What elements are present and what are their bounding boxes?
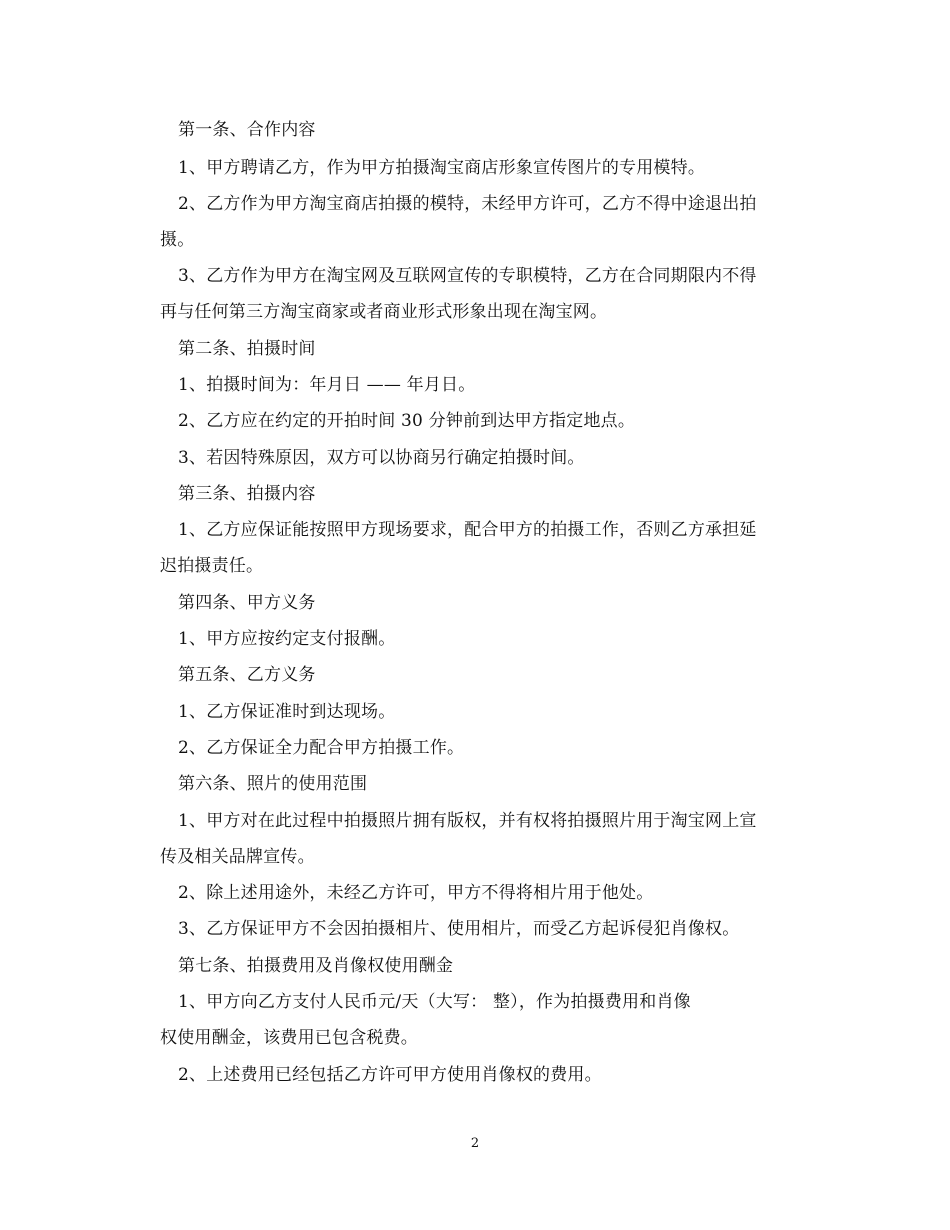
paragraph-line: 3、乙方保证甲方不会因拍摄相片、使用相片，而受乙方起诉侵犯肖像权。 bbox=[178, 919, 740, 939]
article-1-heading: 第一条、合作内容 bbox=[178, 120, 316, 140]
paragraph-line: 1、甲方聘请乙方，作为甲方拍摄淘宝商店形象宣传图片的专用模特。 bbox=[178, 158, 706, 178]
paragraph-line: 传及相关品牌宣传。 bbox=[160, 847, 315, 867]
paragraph-line: 2、除上述用途外，未经乙方许可，甲方不得将相片用于他处。 bbox=[178, 883, 654, 903]
paragraph-line: 2、乙方作为甲方淘宝商店拍摄的模特，未经甲方许可，乙方不得中途退出拍 bbox=[178, 194, 757, 214]
page-number: 2 bbox=[470, 1136, 480, 1151]
paragraph-line: 迟拍摄责任。 bbox=[160, 556, 264, 576]
article-2-heading: 第二条、拍摄时间 bbox=[178, 339, 316, 359]
article-5-heading: 第五条、乙方义务 bbox=[178, 665, 316, 685]
paragraph-line: 1、甲方应按约定支付报酬。 bbox=[178, 629, 396, 649]
article-7-heading: 第七条、拍摄费用及肖像权使用酬金 bbox=[178, 956, 454, 976]
paragraph-line: 再与任何第三方淘宝商家或者商业形式形象出现在淘宝网。 bbox=[160, 302, 608, 322]
paragraph-line: 权使用酬金，该费用已包含税费。 bbox=[160, 1028, 418, 1048]
article-6-heading: 第六条、照片的使用范围 bbox=[178, 774, 368, 794]
paragraph-line: 3、乙方作为甲方在淘宝网及互联网宣传的专职模特，乙方在合同期限内不得 bbox=[178, 266, 757, 286]
paragraph-line: 1、甲方向乙方支付人民币元/天（大写： 整），作为拍摄费用和肖像 bbox=[178, 992, 691, 1012]
paragraph-line: 2、上述费用已经包括乙方许可甲方使用肖像权的费用。 bbox=[178, 1065, 602, 1085]
paragraph-line: 1、乙方应保证能按照甲方现场要求，配合甲方的拍摄工作，否则乙方承担延 bbox=[178, 520, 757, 540]
article-4-heading: 第四条、甲方义务 bbox=[178, 593, 316, 613]
paragraph-line: 1、拍摄时间为：年月日 —— 年月日。 bbox=[178, 375, 476, 395]
article-3-heading: 第三条、拍摄内容 bbox=[178, 484, 316, 504]
paragraph-line: 1、乙方保证准时到达现场。 bbox=[178, 702, 396, 722]
paragraph-line: 3、若因特殊原因，双方可以协商另行确定拍摄时间。 bbox=[178, 448, 585, 468]
paragraph-line: 1、甲方对在此过程中拍摄照片拥有版权，并有权将拍摄照片用于淘宝网上宣 bbox=[178, 811, 757, 831]
paragraph-line: 摄。 bbox=[160, 230, 195, 250]
paragraph-line: 2、乙方应在约定的开拍时间 30 分钟前到达甲方指定地点。 bbox=[178, 411, 636, 431]
paragraph-line: 2、乙方保证全力配合甲方拍摄工作。 bbox=[178, 738, 465, 758]
